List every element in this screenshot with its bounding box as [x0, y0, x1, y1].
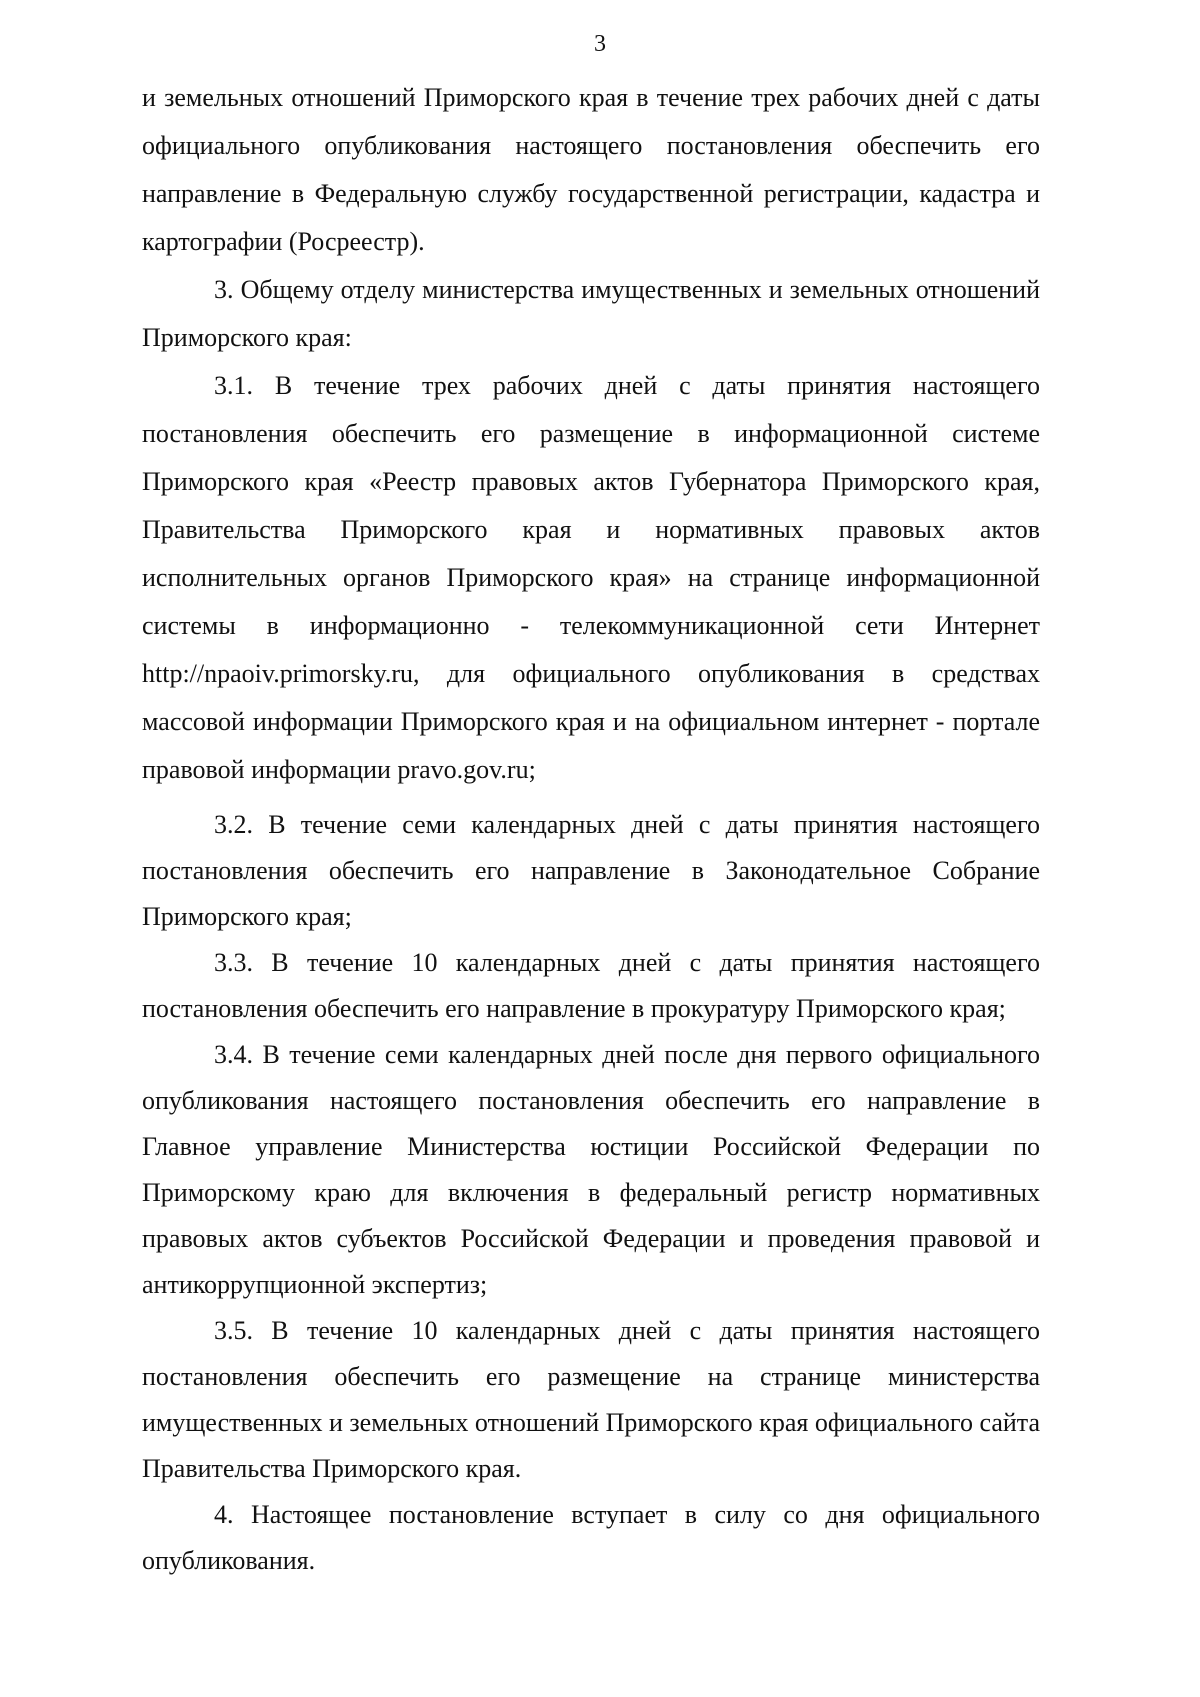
paragraph-3-5: 3.5. В течение 10 календарных дней с даты принятия настоящего постановления обеспечить его размещение на странице министерства имущественных и земельных отношений Приморского края официального сайта Правительства Приморского края.: [142, 1316, 1040, 1483]
paragraph-3: 3. Общему отделу министерства имущественных и земельных отношений Приморского края:: [142, 275, 1040, 352]
paragraph-3-1: 3.1. В течение трех рабочих дней с даты принятия настоящего постановления обеспечить его размещение в информационной системе Приморского края «Реестр правовых актов Губернатора Приморского края, Правительства Приморского края и нормативных правовых актов исполнительных органов Приморского края» на странице информационной системы в информационно - телекоммуникационной сети Интернет http://npaoiv.primorsky.ru, для официального опубликования в средствах массовой информации Приморского края и на официальном интернет - портале правовой информации pravo.gov.ru;: [142, 371, 1040, 784]
paragraphs-block-tight: [142, 802, 1040, 1584]
paragraph-continuation: и земельных отношений Приморского края в течение трех рабочих дней с даты официального опубликования настоящего постановления обеспечить его направление в Федеральную службу государственной регистрации, кадастра и картографии (Росреестр).: [142, 83, 1040, 256]
paragraph-4: 4. Настоящее постановление вступает в силу со дня официального опубликования.: [142, 1500, 1040, 1575]
paragraph-3-3: 3.3. В течение 10 календарных дней с даты принятия настоящего постановления обеспечить его направление в прокуратуру Приморского края;: [142, 948, 1040, 1023]
paragraph-3-2: 3.2. В течение семи календарных дней с даты принятия настоящего постановления обеспечить его направление в Законодательное Собрание Приморского края;: [142, 810, 1040, 931]
paragraph-3-4: 3.4. В течение семи календарных дней после дня первого официального опубликования настоящего постановления обеспечить его направление в Главное управление Министерства юстиции Российской Федерации по Приморскому краю для включения в федеральный регистр нормативных правовых актов субъектов Российской Федерации и проведения правовой и антикоррупционной экспертиз;: [142, 1040, 1040, 1299]
document-body: [142, 74, 1040, 1584]
page-number: 3: [594, 31, 606, 57]
